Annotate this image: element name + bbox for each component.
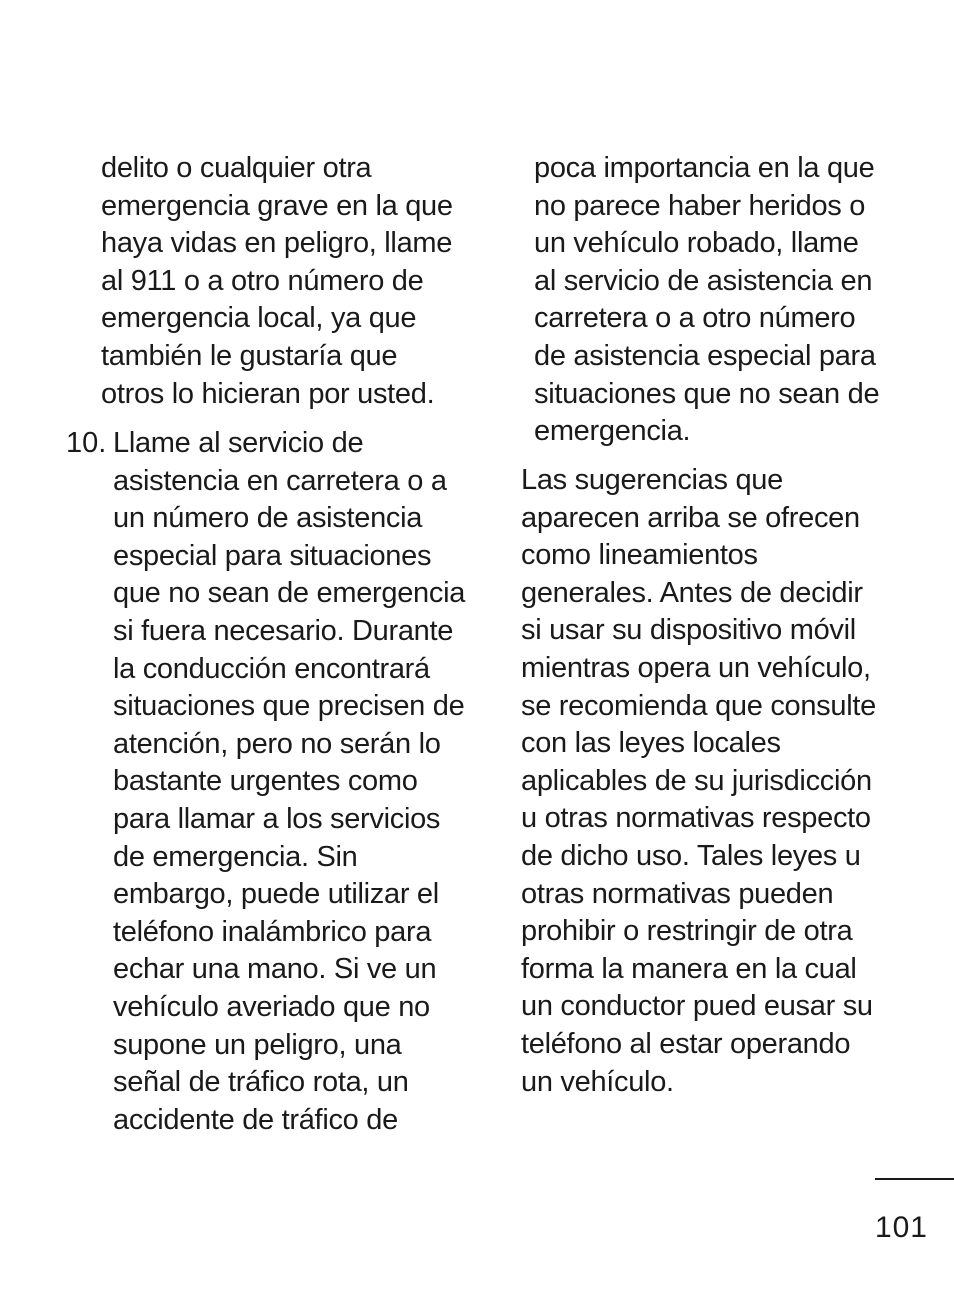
list-item-number: 10. [66, 427, 107, 459]
text-line: emergencia local, ya que [101, 302, 417, 335]
text-line: para llamar a los servicios [113, 802, 441, 835]
text-line: asistencia en carretera o a [113, 464, 447, 497]
text-line: emergencia. [534, 415, 691, 448]
text-line: un conductor pued eusar su [521, 990, 873, 1023]
text-line: aplicables de su jurisdicción [521, 764, 872, 797]
text-line: mientras opera un vehículo, [521, 651, 871, 684]
text-line: la conducción encontrará [113, 652, 430, 685]
text-line: delito o cualquier otra [101, 152, 372, 184]
text-line: de emergencia. Sin [113, 840, 358, 873]
text-line: supone un peligro, una [113, 1028, 402, 1061]
text-line: prohibir o restringir de otra [521, 915, 853, 948]
text-line: bastante urgentes como [113, 765, 418, 798]
text-line: si fuera necesario. Durante [113, 614, 454, 647]
text-line: se recomienda que consulte [521, 689, 876, 722]
text-line: Las sugerencias que [521, 464, 783, 496]
text-line: con las leyes locales [521, 727, 781, 760]
text-line: poca importancia en la que [534, 152, 875, 184]
text-line: emergencia grave en la que [101, 189, 453, 222]
text-line: carretera o a otro número [534, 302, 856, 335]
text-line: especial para situaciones [113, 539, 432, 572]
text-line: teléfono al estar operando [521, 1027, 851, 1060]
text-line: también le gustaría que [101, 339, 398, 372]
text-line: accidente de tráfico de [113, 1103, 398, 1136]
right-column-paragraph [521, 462, 876, 1101]
text-line: aparecen arriba se ofrecen [521, 501, 860, 534]
text-line: un número de asistencia [113, 502, 423, 535]
text-line: generales. Antes de decidir [521, 576, 863, 609]
text-line: un vehículo. [521, 1065, 674, 1098]
right-column-continuation [534, 150, 879, 451]
text-line: Llame al servicio de [113, 427, 364, 459]
text-line: un vehículo robado, llame [534, 227, 859, 260]
text-line: si usar su dispositivo móvil [521, 614, 856, 647]
text-line: como lineamientos [521, 539, 758, 572]
text-line: atención, pero no serán lo [113, 727, 441, 760]
text-line: situaciones que no sean de [534, 377, 880, 410]
text-line: de asistencia especial para [534, 339, 876, 372]
text-line: forma la manera en la cual [521, 952, 857, 985]
text-line: de dicho uso. Tales leyes u [521, 839, 861, 872]
text-line: echar una mano. Si ve un [113, 953, 437, 986]
text-line: vehículo averiado que no [113, 990, 430, 1023]
text-line: embargo, puede utilizar el [113, 878, 439, 911]
text-line: al 911 o a otro número de [101, 264, 424, 297]
text-line: que no sean de emergencia [113, 577, 466, 610]
list-item-body [113, 425, 465, 1139]
footer-divider [875, 1178, 954, 1180]
text-line: otros lo hicieran por usted. [101, 377, 435, 410]
text-line: u otras normativas respecto [521, 802, 871, 835]
text-line: señal de tráfico rota, un [113, 1066, 409, 1099]
text-line: no parece haber heridos o [534, 189, 866, 222]
page-number: 101 [874, 1211, 928, 1244]
text-line: teléfono inalámbrico para [113, 915, 432, 948]
text-line: haya vidas en peligro, llame [101, 227, 453, 260]
left-column-continuation [101, 150, 453, 413]
text-line: al servicio de asistencia en [534, 264, 873, 297]
text-line: otras normativas pueden [521, 877, 834, 910]
text-line: situaciones que precisen de [113, 690, 465, 723]
